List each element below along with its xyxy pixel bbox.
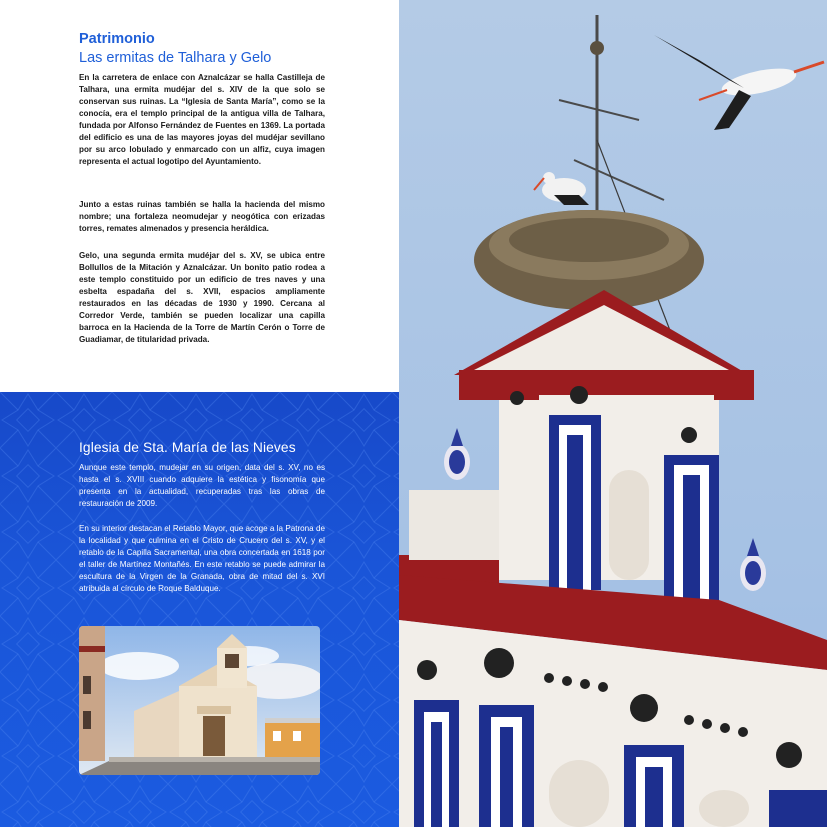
section-title: Las ermitas de Talhara y Gelo — [79, 50, 272, 66]
church-photo — [79, 626, 320, 775]
panel-paragraph-interior: En su interior destacan el Retablo Mayor, que acoge a la Patrona de la localidad y que culmina en el Cristo de Crucero del s. XV, y el retablo de la Capilla Sacramental, una obra concertada en 1618 por el taller de Martínez Montañés. En este retablo se puede admirar la escultura de la Virgen de la Granada, obra de mitad del s. XVI atribuida al círculo de Roque Balduque. — [79, 524, 325, 593]
bell-tower-photo — [399, 0, 827, 827]
paragraph-gelo: Gelo, una segunda ermita mudéjar del s. XV, se ubica entre Bollullos de la Mitación y Aznalcázar. Un bonito patio rodea a este templo constituido por un edificio de tres naves y una esbelta espadaña del s. XVII, espacios ampliamente restaurados en las décadas de 1930 y 1990. Cercana al Corredor Verde, también se pueden localizar una capilla barroca en la Hacienda de la Torre de Martín Cerón o Torre de Guadiamar, de titularidad privada. — [79, 251, 325, 344]
paragraph-hacienda: Junto a estas ruinas también se halla la hacienda del mismo nombre; una fortaleza neomudejar y neogótica con erizadas torres, remates almenados y presencia heráldica. — [79, 200, 325, 233]
paragraph-talhara: En la carretera de enlace con Aznalcázar se halla Castilleja de Talhara, una ermita mudéjar del s. XIV de la que solo se conservan sus ruinas. La “Iglesia de Santa María”, como se la conocía, era el templo principal de la antigua villa de Talhara, fundada por Alfonso Fernández de Fuentes en 1369. La portada del edificio es una de las mayores joyas del mudéjar sevillano por su arco lobulado y enmarcado con un alfiz, cuya imagen representa el actual logotipo del Ayuntamiento. — [79, 73, 325, 166]
panel-paragraph-history: Aunque este templo, mudejar en su origen, data del s. XV, no es hasta el s. XVIII cuando adquiere la estética y fisonomía que presenta en la actualidad, recuperadas tras las obras de restauración de 2009. — [79, 463, 325, 508]
panel-title: Iglesia de Sta. María de las Nieves — [79, 440, 296, 455]
section-label: Patrimonio — [79, 31, 155, 47]
